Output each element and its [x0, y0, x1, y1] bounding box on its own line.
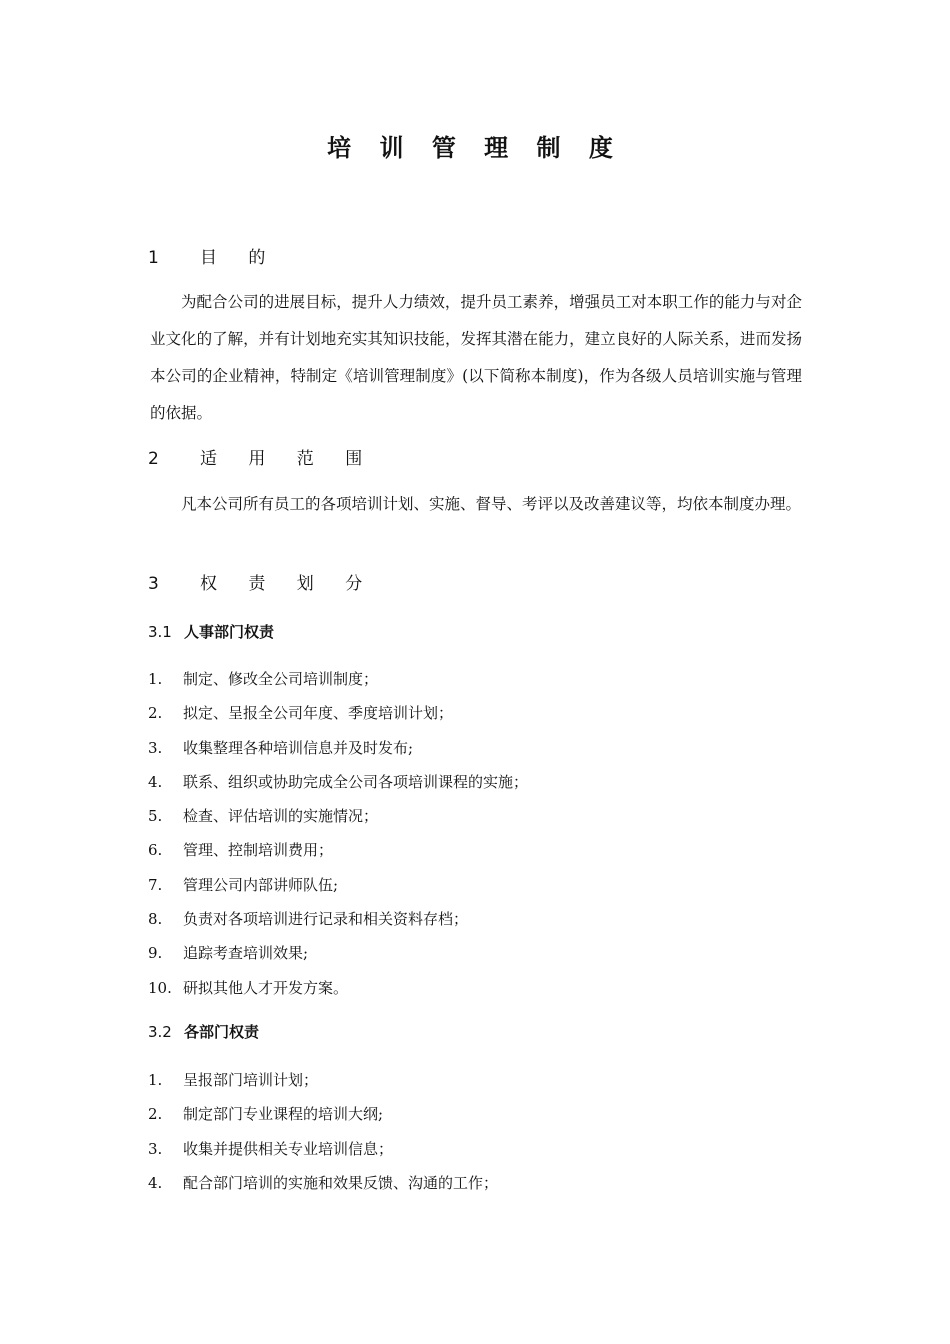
- item-number: 5.: [148, 807, 163, 826]
- item-text: 管理公司内部讲师队伍;: [183, 875, 339, 894]
- item-number: 4.: [148, 1173, 163, 1192]
- subsection-number: 3.2: [148, 1023, 172, 1041]
- item-text: 负责对各项培训进行记录和相关资料存档；: [183, 910, 469, 929]
- section-paragraph-scope: 凡本公司所有员工的各项培训计划、实施、督导、考评以及改善建议等，均依本制度办理。: [181, 495, 802, 513]
- department-responsibilities-list: [148, 1069, 498, 1206]
- item-text: 管理、控制培训费用；: [183, 841, 334, 860]
- item-number: 9.: [148, 944, 163, 963]
- list-item: [148, 908, 528, 942]
- item-number: 2.: [148, 1105, 163, 1124]
- section-heading-scope: [148, 447, 375, 471]
- item-text: 配合部门培训的实施和效果反馈、沟通的工作；: [183, 1173, 499, 1192]
- list-item: [148, 942, 528, 976]
- list-item: [148, 977, 528, 1011]
- list-item: [148, 805, 528, 839]
- subsection-title: 各部门权责: [184, 1023, 260, 1041]
- item-number: 2.: [148, 704, 163, 723]
- document-title: 培 训 管 理 制 度: [327, 134, 623, 162]
- section-heading-responsibilities: [148, 572, 375, 596]
- item-text: 拟定、呈报全公司年度、季度培训计划；: [183, 704, 454, 723]
- list-item: [148, 771, 528, 805]
- item-number: 7.: [148, 875, 163, 894]
- section-number: 1: [148, 248, 159, 268]
- section-heading-purpose: [148, 246, 278, 270]
- subsection-title: 人事部门权责: [184, 623, 275, 641]
- item-text: 研拟其他人才开发方案。: [183, 978, 349, 997]
- section-paragraph-purpose: 为配合公司的进展目标，提升人力绩效，提升员工素养，增强员工对本职工作的能力与对企业文化的了解，并有计划地充实其知识技能，发挥其潜在能力，建立良好的人际关系，进而发扬本公司的企业精神，特制定《培训管理制度》(以下简称本制度)，作为各级人员培训实施与管理的依据。: [150, 293, 802, 422]
- item-number: 4.: [148, 772, 163, 791]
- item-text: 呈报部门培训计划；: [183, 1071, 319, 1089]
- list-item: [148, 1069, 498, 1103]
- list-item: [148, 668, 528, 702]
- subsection-number: 3.1: [148, 623, 172, 641]
- item-number: 10.: [148, 978, 172, 997]
- list-item: [148, 1172, 498, 1206]
- subsection-heading-departments: [148, 1021, 259, 1043]
- item-number: 3.: [148, 1139, 163, 1158]
- item-text: 联系、组织或协助完成全公司各项培训课程的实施；: [183, 772, 529, 791]
- hr-responsibilities-list: [148, 668, 528, 1011]
- list-item: [148, 1103, 498, 1137]
- item-text: 追踪考查培训效果;: [183, 944, 309, 963]
- list-item: [148, 874, 528, 908]
- list-item: [148, 702, 528, 736]
- item-text: 检查、评估培训的实施情况；: [183, 807, 379, 826]
- item-number: 8.: [148, 910, 163, 929]
- section-number: 2: [148, 449, 159, 469]
- item-number: 3.: [148, 738, 163, 757]
- item-text: 收集并提供相关专业培训信息；: [183, 1139, 394, 1158]
- item-text: 制定、修改全公司培训制度；: [183, 670, 379, 688]
- section-title: 目 的: [200, 248, 279, 268]
- section-title: 适 用 范 围: [200, 449, 376, 469]
- item-text: 制定部门专业课程的培训大纲;: [183, 1105, 384, 1124]
- list-item: [148, 839, 528, 873]
- list-item: [148, 737, 528, 771]
- subsection-heading-hr: [148, 621, 274, 643]
- section-title: 权 责 划 分: [200, 574, 376, 594]
- item-number: 1.: [148, 1071, 163, 1089]
- item-number: 6.: [148, 841, 163, 860]
- list-item: [148, 1138, 498, 1172]
- item-number: 1.: [148, 670, 163, 688]
- section-number: 3: [148, 574, 159, 594]
- item-text: 收集整理各种培训信息并及时发布;: [183, 738, 414, 757]
